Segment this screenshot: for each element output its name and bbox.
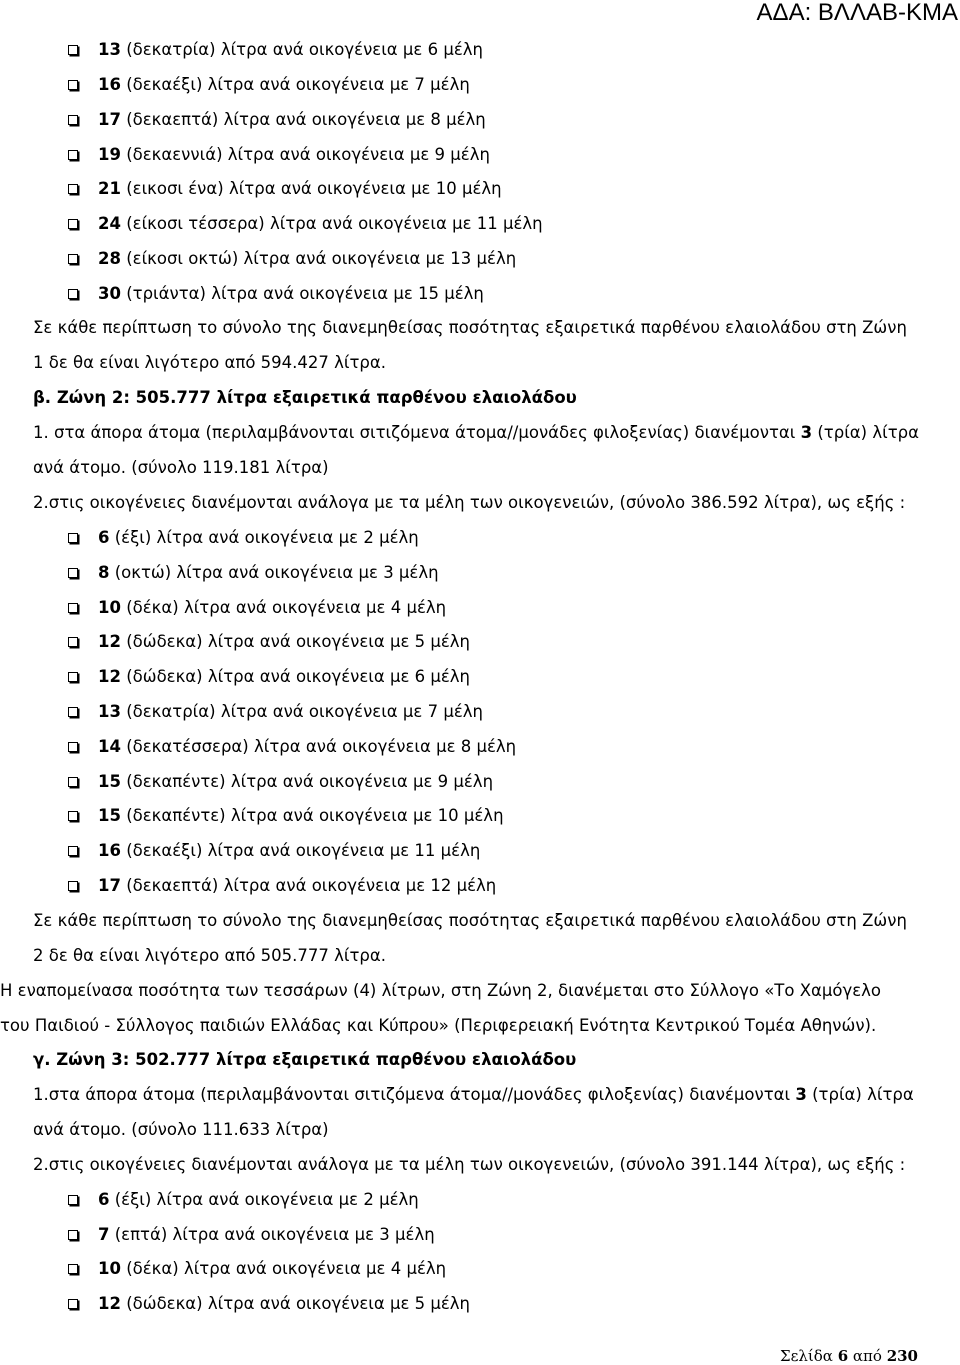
list-item: 10 (δέκα) λίτρα ανά οικογένεια με 4 μέλη: [98, 1259, 447, 1278]
zone3-item1: 1.στα άπορα άτομα (περιλαμβάνονται σιτιζόμενα άτομα//μονάδες φιλοξενίας) διανέμονται 3 (τρία) λίτρα: [33, 1085, 914, 1104]
list-item: 16 (δεκαέξι) λίτρα ανά οικογένεια με 11 μέλη: [98, 841, 481, 860]
zone3-item1-line2: ανά άτομο. (σύνολο 111.633 λίτρα): [33, 1120, 329, 1139]
checkbox-bullet-icon: [68, 45, 78, 55]
zone2-heading: β. Ζώνη 2: 505.777 λίτρα εξαιρετικά παρθένου ελαιολάδου: [33, 388, 577, 407]
zone2-total-line2: 2 δε θα είναι λιγότερο από 505.777 λίτρα.: [33, 946, 387, 965]
checkbox-bullet-icon: [68, 219, 78, 229]
checkbox-bullet-icon: [68, 637, 78, 647]
list-item: 17 (δεκαεπτά) λίτρα ανά οικογένεια με 12 μέλη: [98, 876, 497, 895]
list-item: 6 (έξι) λίτρα ανά οικογένεια με 2 μέλη: [98, 1190, 419, 1209]
checkbox-bullet-icon: [68, 777, 78, 787]
zone2-total-line1: Σε κάθε περίπτωση το σύνολο της διανεμηθείσας ποσότητας εξαιρετικά παρθένου ελαιολάδου στη Ζώνη: [33, 911, 907, 930]
checkbox-bullet-icon: [68, 1195, 78, 1205]
zone1-total-line1: Σε κάθε περίπτωση το σύνολο της διανεμηθείσας ποσότητας εξαιρετικά παρθένου ελαιολάδου στη Ζώνη: [33, 318, 907, 337]
list-item: 13 (δεκατρία) λίτρα ανά οικογένεια με 7 μέλη: [98, 702, 483, 721]
list-item: 17 (δεκαεπτά) λίτρα ανά οικογένεια με 8 μέλη: [98, 110, 486, 129]
zone2-item1: 1. στα άπορα άτομα (περιλαμβάνονται σιτιζόμενα άτομα//μονάδες φιλοξενίας) διανέμονται 3 (τρία) λίτρα: [33, 423, 919, 442]
checkbox-bullet-icon: [68, 811, 78, 821]
list-item: 14 (δεκατέσσερα) λίτρα ανά οικογένεια με 8 μέλη: [98, 737, 517, 756]
checkbox-bullet-icon: [68, 707, 78, 717]
zone1-total-line2: 1 δε θα είναι λιγότερο από 594.427 λίτρα.: [33, 353, 387, 372]
checkbox-bullet-icon: [68, 115, 78, 125]
zone3-heading: γ. Ζώνη 3: 502.777 λίτρα εξαιρετικά παρθένου ελαιολάδου: [33, 1050, 577, 1069]
checkbox-bullet-icon: [68, 742, 78, 752]
list-item: 10 (δέκα) λίτρα ανά οικογένεια με 4 μέλη: [98, 598, 447, 617]
zone2-item1-line2: ανά άτομο. (σύνολο 119.181 λίτρα): [33, 458, 329, 477]
list-item: 21 (εικοσι ένα) λίτρα ανά οικογένεια με 10 μέλη: [98, 179, 502, 198]
checkbox-bullet-icon: [68, 672, 78, 682]
list-item: 12 (δώδεκα) λίτρα ανά οικογένεια με 5 μέλη: [98, 632, 471, 651]
list-item: 7 (επτά) λίτρα ανά οικογένεια με 3 μέλη: [98, 1225, 435, 1244]
checkbox-bullet-icon: [68, 254, 78, 264]
checkbox-bullet-icon: [68, 533, 78, 543]
page-footer: Σελίδα 6 από 230: [779, 1347, 918, 1365]
list-item: 24 (είκοσι τέσσερα) λίτρα ανά οικογένεια με 11 μέλη: [98, 214, 543, 233]
checkbox-bullet-icon: [68, 1299, 78, 1309]
zone3-item2: 2.στις οικογένειες διανέμονται ανάλογα με τα μέλη των οικογενειών, (σύνολο 391.144 λίτρα), ως εξής :: [33, 1155, 906, 1174]
list-item: 15 (δεκαπέντε) λίτρα ανά οικογένεια με 9 μέλη: [98, 772, 494, 791]
remaining-line1: Η εναπομείνασα ποσότητα των τεσσάρων (4) λίτρων, στη Ζώνη 2, διανέμεται στο Σύλλογο «Το Χαμόγελο: [0, 981, 882, 1000]
list-item: 30 (τριάντα) λίτρα ανά οικογένεια με 15 μέλη: [98, 284, 484, 303]
checkbox-bullet-icon: [68, 603, 78, 613]
checkbox-bullet-icon: [68, 289, 78, 299]
checkbox-bullet-icon: [68, 568, 78, 578]
checkbox-bullet-icon: [68, 150, 78, 160]
checkbox-bullet-icon: [68, 1264, 78, 1274]
list-item: 6 (έξι) λίτρα ανά οικογένεια με 2 μέλη: [98, 528, 419, 547]
checkbox-bullet-icon: [68, 881, 78, 891]
list-item: 12 (δώδεκα) λίτρα ανά οικογένεια με 5 μέλη: [98, 1294, 471, 1313]
checkbox-bullet-icon: [68, 846, 78, 856]
list-item: 16 (δεκαέξι) λίτρα ανά οικογένεια με 7 μέλη: [98, 75, 470, 94]
zone2-item2: 2.στις οικογένειες διανέμονται ανάλογα με τα μέλη των οικογενειών, (σύνολο 386.592 λίτρα), ως εξής :: [33, 493, 906, 512]
list-item: 28 (είκοσι οκτώ) λίτρα ανά οικογένεια με 13 μέλη: [98, 249, 517, 268]
checkbox-bullet-icon: [68, 184, 78, 194]
list-item: 8 (οκτώ) λίτρα ανά οικογένεια με 3 μέλη: [98, 563, 439, 582]
list-item: 12 (δώδεκα) λίτρα ανά οικογένεια με 6 μέλη: [98, 667, 471, 686]
list-item: 19 (δεκαεννιά) λίτρα ανά οικογένεια με 9 μέλη: [98, 145, 490, 164]
list-item: 15 (δεκαπέντε) λίτρα ανά οικογένεια με 10 μέλη: [98, 806, 504, 825]
checkbox-bullet-icon: [68, 1230, 78, 1240]
checkbox-bullet-icon: [68, 80, 78, 90]
list-item: 13 (δεκατρία) λίτρα ανά οικογένεια με 6 μέλη: [98, 40, 483, 59]
ada-code: ΑΔΑ: ΒΛΛΑΒ-ΚΜΑ: [756, 0, 958, 26]
remaining-line2: του Παιδιού - Σύλλογος παιδιών Ελλάδας και Κύπρου» (Περιφερειακή Ενότητα Κεντρικού Τομέα Αθηνών).: [0, 1016, 877, 1035]
